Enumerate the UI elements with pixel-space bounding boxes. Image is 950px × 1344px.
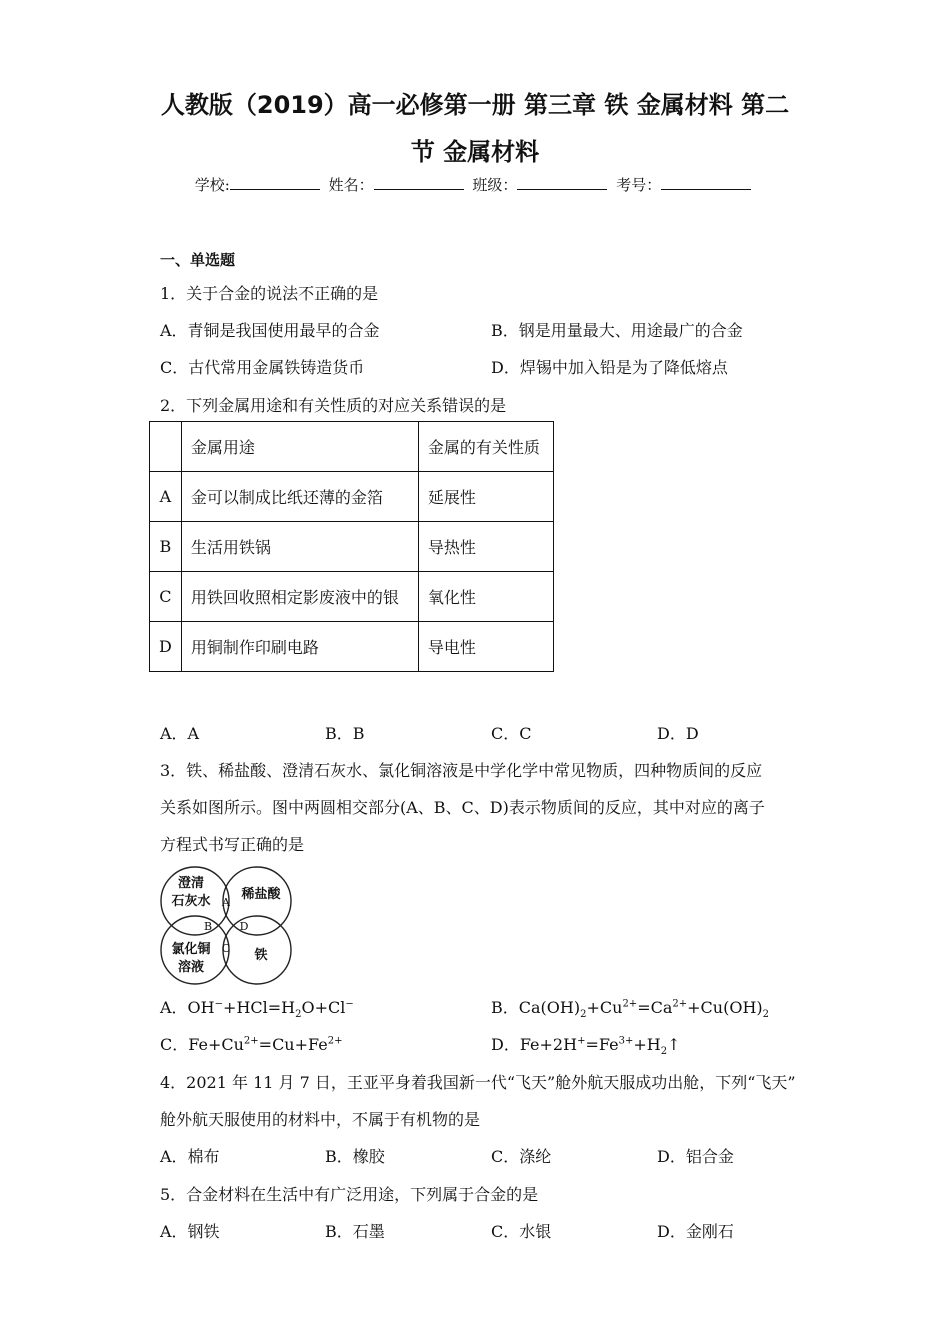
q3-stem-line-3: 方程式书写正确的是 xyxy=(160,835,305,854)
formula-sup: 2+ xyxy=(243,1035,259,1047)
table-cell: 用铁回收照相定影废液中的银 xyxy=(181,572,418,622)
formula-text: =Cu+Fe xyxy=(258,1035,328,1054)
formula-sup: − xyxy=(214,998,224,1010)
q4-option-d[interactable]: D．铝合金 xyxy=(657,1147,734,1166)
label-hydrochloric-acid: 稀盐酸 xyxy=(241,887,281,902)
table-cell: 延展性 xyxy=(418,472,553,522)
formula-text: +Cu xyxy=(586,998,623,1017)
formula-text: B．Ca(OH) xyxy=(491,998,581,1017)
venn-diagram xyxy=(158,864,298,988)
q3-option-a[interactable] xyxy=(160,995,354,1020)
q3-option-b[interactable] xyxy=(491,995,769,1020)
q4-option-a[interactable]: A．棉布 xyxy=(160,1147,220,1166)
q2-option-a[interactable]: A．A xyxy=(160,724,200,743)
table-cell: B xyxy=(150,522,182,572)
label-iron: 铁 xyxy=(254,948,268,963)
table-cell: C xyxy=(150,572,182,622)
exam-number-blank[interactable] xyxy=(661,175,751,190)
page-title-line-1: 人教版（2019）高一必修第一册 第三章 铁 金属材料 第二 xyxy=(160,91,790,119)
q2-table xyxy=(149,421,554,672)
q3-stem-line-2: 关系如图所示。图中两圆相交部分(A、B、C、D)表示物质间的反应，其中对应的离子 xyxy=(160,798,765,817)
table-row xyxy=(150,522,554,572)
table-cell xyxy=(150,422,182,472)
table-cell: 用铜制作印刷电路 xyxy=(181,622,418,672)
formula-text: =Fe xyxy=(585,1035,619,1054)
school-blank[interactable] xyxy=(230,175,320,190)
table-header-property: 金属的有关性质 xyxy=(418,422,553,472)
q5-option-d[interactable]: D．金刚石 xyxy=(657,1222,734,1241)
formula-text: +Cu(OH) xyxy=(687,998,763,1017)
student-info-line xyxy=(0,174,950,195)
name-blank[interactable] xyxy=(374,175,464,190)
formula-sup: 2+ xyxy=(327,1035,343,1047)
q1-option-c[interactable]: C．古代常用金属铁铸造货币 xyxy=(160,358,365,377)
table-cell: 氧化性 xyxy=(418,572,553,622)
label-limewater-2: 石灰水 xyxy=(171,894,211,909)
region-a-label: A xyxy=(222,896,230,909)
q3-option-d[interactable] xyxy=(491,1032,680,1057)
q5-option-b[interactable]: B．石墨 xyxy=(325,1222,385,1241)
table-row xyxy=(150,472,554,522)
formula-sub: 2 xyxy=(762,1009,770,1021)
table-cell: 生活用铁锅 xyxy=(181,522,418,572)
q4-option-b[interactable]: B．橡胶 xyxy=(325,1147,385,1166)
class-blank[interactable] xyxy=(517,175,607,190)
q5-option-a[interactable]: A．钢铁 xyxy=(160,1222,220,1241)
exam-number-label: 考号： xyxy=(616,176,662,194)
class-label: 班级： xyxy=(472,176,518,194)
label-limewater-1: 澄清 xyxy=(177,876,205,891)
name-label: 姓名： xyxy=(328,176,374,194)
q3-option-c[interactable] xyxy=(160,1032,342,1055)
formula-sub: 2 xyxy=(580,1009,587,1021)
formula-sup: + xyxy=(577,1035,586,1047)
q2-stem: 2．下列金属用途和有关性质的对应关系错误的是 xyxy=(160,396,507,415)
table-header-use: 金属用途 xyxy=(181,422,418,472)
formula-sup: − xyxy=(345,998,354,1010)
label-copper-chloride-1: 氯化铜 xyxy=(171,942,211,957)
q4-stem-line-1: 4．2021 年 11 月 7 日，王亚平身着我国新一代“飞天”舱外航天服成功出舱，下列“飞天” xyxy=(160,1073,796,1092)
q1-option-a[interactable]: A．青铜是我国使用最早的合金 xyxy=(160,321,380,340)
formula-sup: 2+ xyxy=(622,998,638,1010)
formula-text: A．OH xyxy=(160,998,215,1017)
table-header-row xyxy=(150,422,554,472)
q5-stem: 5．合金材料在生活中有广泛用途，下列属于合金的是 xyxy=(160,1185,539,1204)
page-title-line-2: 节 金属材料 xyxy=(410,138,540,166)
formula-sub: 2 xyxy=(660,1046,668,1058)
table-cell: 导电性 xyxy=(418,622,553,672)
formula-text: +HCl=H xyxy=(223,998,296,1017)
q2-option-d[interactable]: D．D xyxy=(657,724,699,743)
region-c-label: C xyxy=(221,942,231,955)
table-cell: 导热性 xyxy=(418,522,553,572)
formula-text: C．Fe+Cu xyxy=(160,1035,244,1054)
table-row xyxy=(150,622,554,672)
formula-text: ↑ xyxy=(667,1035,681,1054)
formula-text: O+Cl xyxy=(301,998,346,1017)
q1-option-b[interactable]: B．钢是用量最大、用途最广的合金 xyxy=(491,321,743,340)
school-label: 学校: xyxy=(194,176,230,194)
q4-option-c[interactable]: C．涤纶 xyxy=(491,1147,552,1166)
formula-text: D．Fe+2H xyxy=(491,1035,578,1054)
formula-sub: 2 xyxy=(295,1009,302,1021)
label-copper-chloride-2: 溶液 xyxy=(177,960,205,975)
q3-stem-line-1: 3．铁、稀盐酸、澄清石灰水、氯化铜溶液是中学化学中常见物质，四种物质间的反应 xyxy=(160,761,763,780)
formula-text: +H xyxy=(633,1035,661,1054)
table-cell: A xyxy=(150,472,182,522)
formula-sup: 3+ xyxy=(618,1035,634,1047)
region-b-label: B xyxy=(203,920,213,933)
table-cell: D xyxy=(150,622,182,672)
table-cell: 金可以制成比纸还薄的金箔 xyxy=(181,472,418,522)
section-heading: 一、单选题 xyxy=(160,251,236,269)
formula-text: =Ca xyxy=(637,998,673,1017)
q2-option-b[interactable]: B．B xyxy=(325,724,365,743)
region-d-label: D xyxy=(239,920,249,933)
formula-sup: 2+ xyxy=(672,998,688,1010)
q1-stem: 1．关于合金的说法不正确的是 xyxy=(160,284,379,303)
q1-option-d[interactable]: D．焊锡中加入铅是为了降低熔点 xyxy=(491,358,728,377)
q4-stem-line-2: 舱外航天服使用的材料中，不属于有机物的是 xyxy=(160,1110,481,1129)
q2-option-c[interactable]: C．C xyxy=(491,724,532,743)
table-row xyxy=(150,572,554,622)
q5-option-c[interactable]: C．水银 xyxy=(491,1222,552,1241)
